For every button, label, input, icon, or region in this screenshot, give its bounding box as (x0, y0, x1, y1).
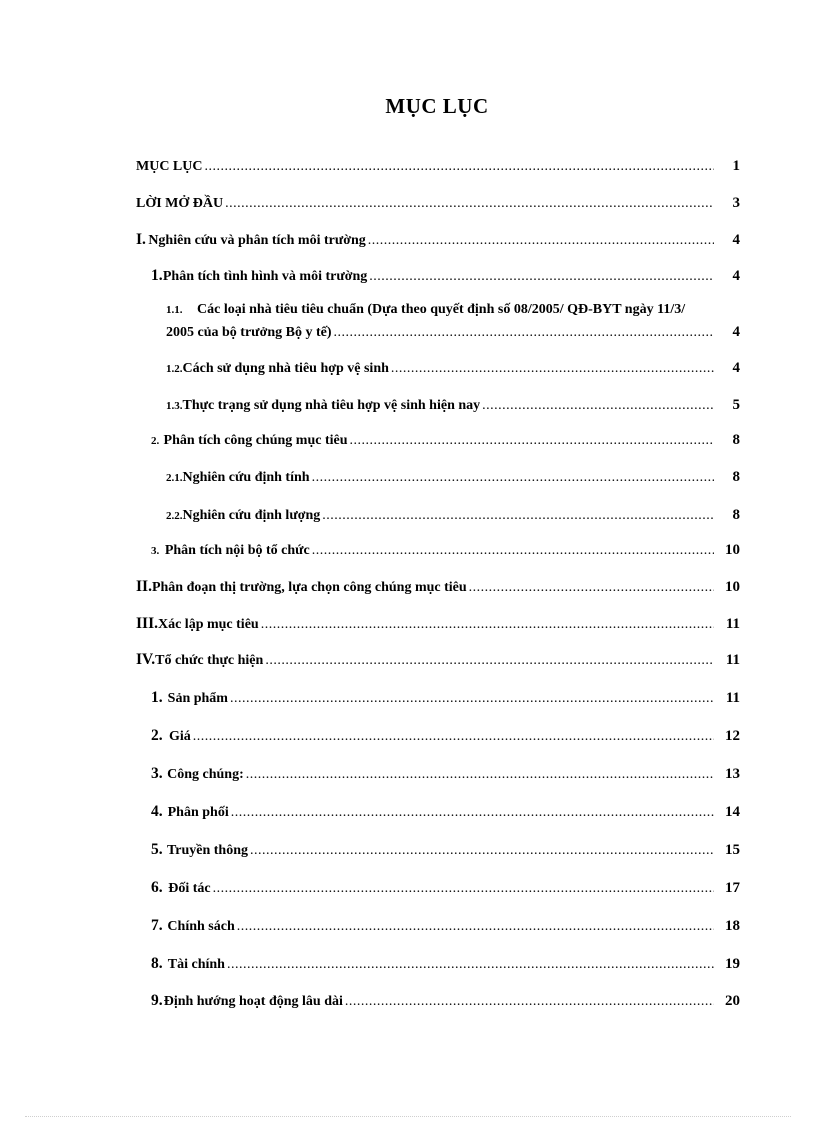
toc-entry-label: Phân phối (167, 805, 229, 820)
dot-leader (213, 881, 714, 897)
toc-entry-page: 18 (725, 918, 740, 934)
page-bottom-border (25, 1116, 791, 1117)
toc-entry-number: 1.3. (166, 400, 183, 412)
dot-leader (333, 325, 714, 341)
dot-leader (368, 233, 714, 249)
toc-entry-page: 3 (732, 195, 740, 211)
toc-entry-page: 15 (725, 842, 740, 858)
dot-leader (227, 957, 714, 973)
toc-entry-1-2[interactable] (151, 432, 740, 456)
toc-entry-number: 2.1. (166, 472, 183, 484)
toc-entry-number: 2.2. (166, 510, 183, 522)
toc-entry-label: Xác lập mục tiêu (157, 617, 259, 632)
toc-entry-label: MỤC LỤC (136, 159, 203, 174)
toc-entry-label: Công chúng: (167, 767, 244, 782)
dot-leader (231, 805, 714, 821)
toc-entry-number: 4. (151, 803, 163, 820)
toc-entry-label: LỜI MỞ ĐẦU (136, 196, 224, 211)
toc-entry-number: 6. (151, 879, 163, 896)
toc-entry-number: 2. (151, 435, 160, 447)
toc-entry-label: Nghiên cứu định tính (182, 470, 310, 485)
toc-entry-number: IV. (136, 651, 156, 668)
toc-entry-page: 8 (732, 469, 740, 485)
toc-entry-label: Đối tác (168, 881, 211, 896)
toc-entry-page: 20 (725, 993, 740, 1009)
toc-entry-page: 1 (732, 158, 740, 174)
toc-entry-number: 8. (151, 955, 163, 972)
toc-entry-number: 1. (151, 689, 163, 706)
toc-entry-page: 12 (725, 728, 740, 744)
toc-entry-label: Truyền thông (166, 843, 249, 858)
dot-leader (250, 843, 714, 859)
toc-entry-number: 5. (151, 841, 163, 858)
toc-entry-1-2-1[interactable] (166, 469, 740, 493)
toc-entry-page: 17 (725, 880, 740, 896)
toc-entry-label: Định hướng hoạt động lâu dài (163, 994, 343, 1009)
toc-entry-1-2-2[interactable] (166, 507, 740, 531)
dot-leader (322, 508, 714, 524)
dot-leader (193, 729, 714, 745)
dot-leader (312, 543, 714, 559)
toc-entry-number: 7. (151, 917, 163, 934)
toc-entry-section-1[interactable] (136, 231, 740, 255)
toc-entry-1-1[interactable] (151, 267, 740, 291)
toc-entry-4-3[interactable] (151, 765, 740, 789)
toc-entry-page: 11 (725, 652, 740, 668)
dot-leader (391, 361, 714, 377)
dot-leader (261, 617, 714, 633)
toc-entry-page: 8 (732, 432, 740, 448)
toc-entry-label: Nghiên cứu và phân tích môi trường (148, 233, 366, 248)
toc-entry-label: Thực trạng sử dụng nhà tiêu hợp vệ sinh hiện nay (182, 398, 481, 413)
toc-entry-1-1-3[interactable] (166, 397, 740, 421)
toc-entry-4-4[interactable] (151, 803, 740, 827)
dot-leader (205, 159, 715, 175)
toc-entry-label: Cách sử dụng nhà tiêu hợp vệ sinh (182, 361, 389, 376)
toc-entry-4-8[interactable] (151, 955, 740, 979)
toc-entry-number: 1.1. (166, 304, 183, 316)
toc-entry-page: 13 (725, 766, 740, 782)
toc-entry-page: 11 (725, 616, 740, 632)
dot-leader (230, 691, 714, 707)
toc-entry-label: Phân đoạn thị trường, lựa chọn công chúng mục tiêu (151, 580, 467, 595)
toc-entry-number: I. (136, 231, 146, 248)
toc-entry-label: Phân tích công chúng mục tiêu (163, 433, 348, 448)
toc-entry-1-1-1[interactable] (166, 324, 740, 348)
toc-entry-label: Phân tích nội bộ tổ chức (164, 543, 310, 558)
toc-entry-label: Chính sách (167, 919, 235, 934)
toc-entry-loi-mo-dau[interactable] (136, 195, 740, 219)
dot-leader (246, 767, 714, 783)
toc-entry-4-5[interactable] (151, 841, 740, 865)
toc-entry-section-2[interactable] (136, 578, 740, 602)
toc-entry-4-6[interactable] (151, 879, 740, 903)
toc-entry-number: 2. (151, 727, 163, 744)
toc-entry-section-4[interactable] (136, 651, 740, 675)
toc-entry-4-9[interactable] (151, 992, 740, 1016)
toc-entry-label: Tổ chức thực hiện (155, 653, 264, 668)
toc-entry-page: 4 (732, 232, 740, 248)
toc-entry-label: Giá (168, 729, 191, 744)
toc-entry-page: 5 (732, 397, 740, 413)
toc-entry-label: Sản phẩm (167, 691, 228, 706)
dot-leader (312, 470, 714, 486)
dot-leader (469, 580, 714, 596)
dot-leader (369, 269, 714, 285)
toc-entry-page: 4 (732, 360, 740, 376)
toc-entry-page: 4 (732, 324, 740, 340)
dot-leader (225, 196, 714, 212)
toc-entry-number: II. (136, 578, 152, 595)
toc-entry-page: 8 (732, 507, 740, 523)
toc-entry-muc-luc[interactable] (136, 158, 740, 182)
toc-entry-page: 19 (725, 956, 740, 972)
toc-entry-4-7[interactable] (151, 917, 740, 941)
toc-entry-page: 4 (732, 268, 740, 284)
toc-entry-number: 1. (151, 267, 163, 284)
toc-entry-number: 1.2. (166, 363, 183, 375)
dot-leader (345, 994, 714, 1010)
dot-leader (237, 919, 714, 935)
toc-entry-number: 3. (151, 545, 160, 557)
toc-entry-label-line1: Các loại nhà tiêu tiêu chuẩn (Dựa theo quyết định số 08/2005/ QĐ-BYT ngày 11/3/ (197, 302, 686, 317)
dot-leader (482, 398, 714, 414)
page-title: MỤC LỤC (385, 94, 489, 118)
toc-entry-4-1[interactable] (151, 689, 740, 713)
toc-entry-page: 14 (725, 804, 740, 820)
toc-entry-section-3[interactable] (136, 615, 740, 639)
toc-entry-page: 10 (725, 542, 740, 558)
toc-entry-1-1-1-line1[interactable] (166, 302, 685, 318)
toc-entry-page: 11 (725, 690, 740, 706)
toc-entry-4-2[interactable] (151, 727, 740, 751)
dot-leader (265, 653, 714, 669)
toc-entry-number: 3. (151, 765, 163, 782)
toc-entry-label: 2005 của bộ trưởng Bộ y tế) (166, 325, 332, 340)
toc-entry-label: Phân tích tình hình và môi trường (162, 269, 368, 284)
toc-entry-label: Tài chính (167, 957, 225, 972)
toc-entry-number: 9. (151, 992, 163, 1009)
toc-entry-1-3[interactable] (151, 542, 740, 566)
dot-leader (350, 433, 714, 449)
toc-entry-1-1-2[interactable] (166, 360, 740, 384)
toc-entry-page: 10 (725, 579, 740, 595)
toc-entry-number: III. (136, 615, 158, 632)
toc-entry-label: Nghiên cứu định lượng (182, 508, 321, 523)
